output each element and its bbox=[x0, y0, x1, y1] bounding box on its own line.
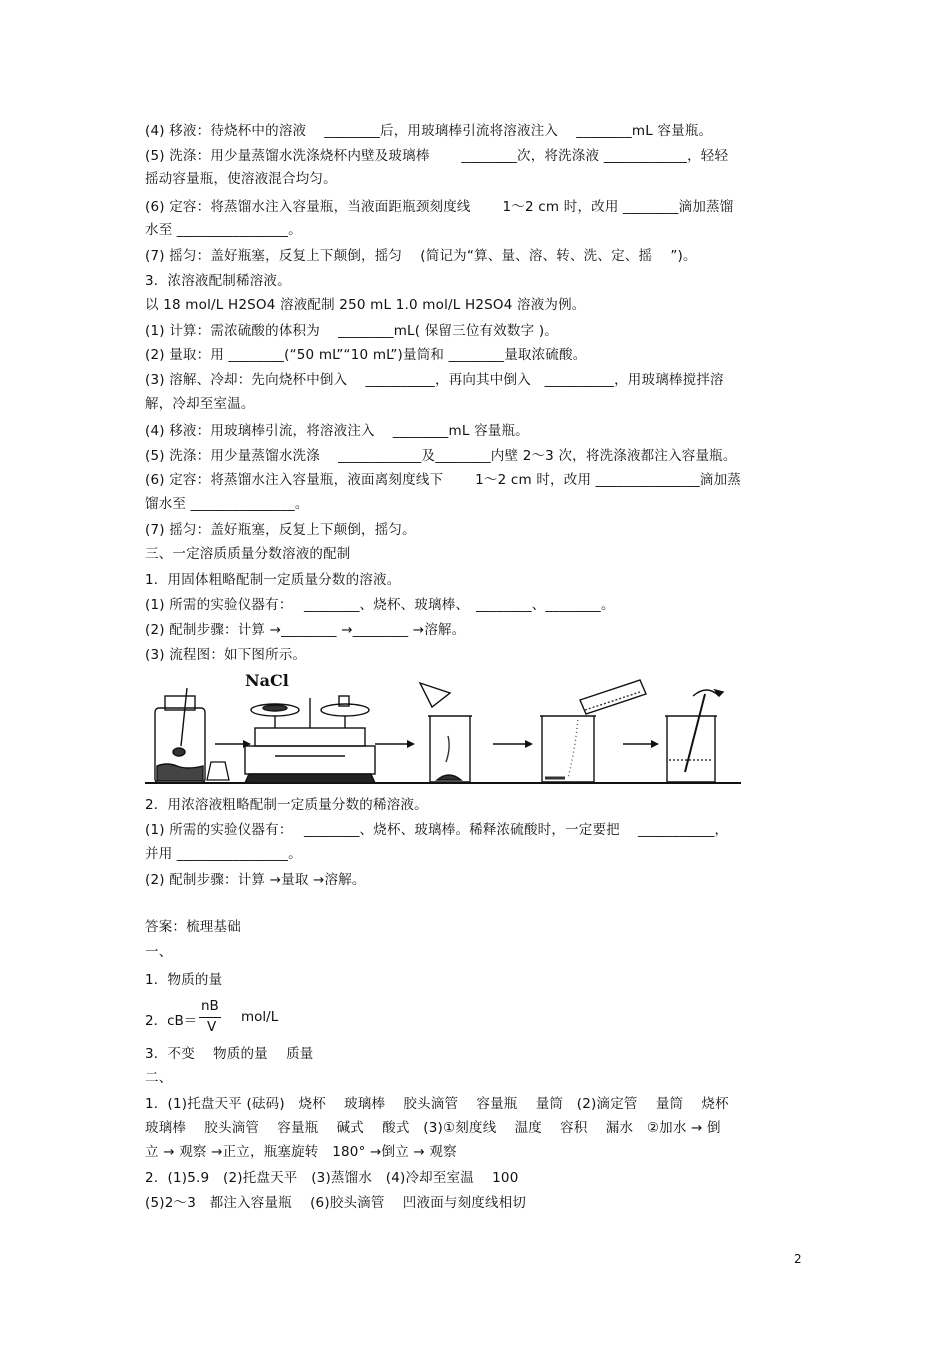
text-line: (1) 所需的实验仪器有： ________、烧杯、玻璃棒、 ________、________。 bbox=[145, 597, 615, 613]
text-line: 一、 bbox=[145, 944, 173, 960]
text-line: (1) 计算：需浓硫酸的体积为 ________mL( 保留三位有效数字 )。 bbox=[145, 323, 558, 339]
text-line: (5) 洗涤：用少量蒸馏水洗涤烧杯内壁及玻璃棒 ________次，将洗涤液 ____________，轻轻 bbox=[145, 148, 729, 164]
text-line: 二、 bbox=[145, 1070, 173, 1086]
text-line: (2) 配制步骤：计算 →量取 →溶解。 bbox=[145, 872, 366, 888]
text-line: (2) 量取：用 ________(“50 mL”“10 mL”)量筒和 ________量取浓硫酸。 bbox=[145, 347, 587, 363]
text-line: 馏水至 _______________。 bbox=[145, 496, 309, 512]
text-line: 答案：梳理基础 bbox=[145, 919, 241, 935]
text-line: 玻璃棒 胶头滴管 容量瓶 碱式 酸式 (3)①刻度线 温度 容积 漏水 ②加水 → 倒 bbox=[145, 1120, 721, 1136]
beaker-with-paper bbox=[420, 683, 472, 782]
solution-preparation-flow-diagram bbox=[145, 668, 745, 788]
text-line: (6) 定容：将蒸馏水注入容量瓶，当液面距瓶颈刻度线 1～2 cm 时，改用 ________滴加蒸馏 bbox=[145, 199, 734, 215]
text-line: (7) 摇匀：盖好瓶塞，反复上下颠倒，摇匀 (简记为“算、量、溶、转、洗、定、摇 ”)。 bbox=[145, 248, 697, 264]
text-line: 1．物质的量 bbox=[145, 972, 223, 988]
reagent-jar bbox=[155, 688, 205, 783]
text-line: (5)2～3 都注入容量瓶 (6)胶头滴管 凹液面与刻度线相切 bbox=[145, 1195, 527, 1211]
text-line: (3) 溶解、冷却：先向烧杯中倒入 __________，再向其中倒入 __________，用玻璃棒搅拌溶 bbox=[145, 372, 724, 388]
text-line: (2) 配制步骤：计算 →________ →________ →溶解。 bbox=[145, 622, 466, 638]
text-line: 2．(1)5.9 (2)托盘天平 (3)蒸馏水 (4)冷却至室温 100 bbox=[145, 1170, 519, 1186]
text-line: (4) 移液：用玻璃棒引流，将溶液注入 ________mL 容量瓶。 bbox=[145, 423, 529, 439]
text-line: 3．不变 物质的量 质量 bbox=[145, 1046, 314, 1062]
text-line: (4) 移液：待烧杯中的溶液 ________后，用玻璃棒引流将溶液注入 ________mL 容量瓶。 bbox=[145, 123, 713, 139]
formula-label: 2．cB＝ bbox=[145, 1013, 198, 1029]
text-line: 2．用浓溶液粗略配制一定质量分数的稀溶液。 bbox=[145, 797, 428, 813]
text-line: 摇动容量瓶，使溶液混合均匀。 bbox=[145, 171, 337, 187]
nacl-label: NaCl bbox=[245, 671, 289, 690]
beaker-stirring bbox=[665, 690, 723, 782]
formula-unit: mol/L bbox=[241, 1009, 279, 1025]
text-line: 立 → 观察 →正立，瓶塞旋转 180° →倒立 → 观察 bbox=[145, 1144, 457, 1160]
text-line: 以 18 mol/L H2SO4 溶液配制 250 mL 1.0 mol/L H2SO4 溶液为例。 bbox=[145, 297, 586, 313]
beaker-pouring bbox=[540, 680, 646, 782]
text-line: (1) 所需的实验仪器有： ________、烧杯、玻璃棒。稀释浓硫酸时，一定要把 ___________， bbox=[145, 822, 729, 838]
formula-denominator: V bbox=[207, 1019, 217, 1035]
text-line: (3) 流程图：如下图所示。 bbox=[145, 647, 307, 663]
fraction-bar bbox=[199, 1017, 221, 1018]
text-line: 1．用固体粗略配制一定质量分数的溶液。 bbox=[145, 572, 401, 588]
text-line: 三、一定溶质质量分数溶液的配制 bbox=[145, 546, 351, 562]
formula-numerator: nB bbox=[201, 998, 219, 1014]
text-line: 1．(1)托盘天平 (砝码) 烧杯 玻璃棒 胶头滴管 容量瓶 量筒 (2)滴定管 量筒 烧杯 bbox=[145, 1096, 729, 1112]
concentration-formula bbox=[145, 998, 345, 1038]
text-line: 解，冷却至室温。 bbox=[145, 396, 255, 412]
text-line: (5) 洗涤：用少量蒸馏水洗涤 ____________及________内壁 2～3 次，将洗涤液都注入容量瓶。 bbox=[145, 448, 737, 464]
text-line: 并用 ________________。 bbox=[145, 846, 302, 862]
text-line: (7) 摇匀：盖好瓶塞，反复上下颠倒，摇匀。 bbox=[145, 522, 416, 538]
text-line: 水至 ________________。 bbox=[145, 222, 302, 238]
text-line: 3．浓溶液配制稀溶液。 bbox=[145, 273, 291, 289]
text-line: (6) 定容：将蒸馏水注入容量瓶，液面离刻度线下 1～2 cm 时，改用 _______________滴加蒸 bbox=[145, 472, 741, 488]
balance bbox=[245, 696, 375, 783]
page-number: 2 bbox=[794, 1252, 802, 1266]
